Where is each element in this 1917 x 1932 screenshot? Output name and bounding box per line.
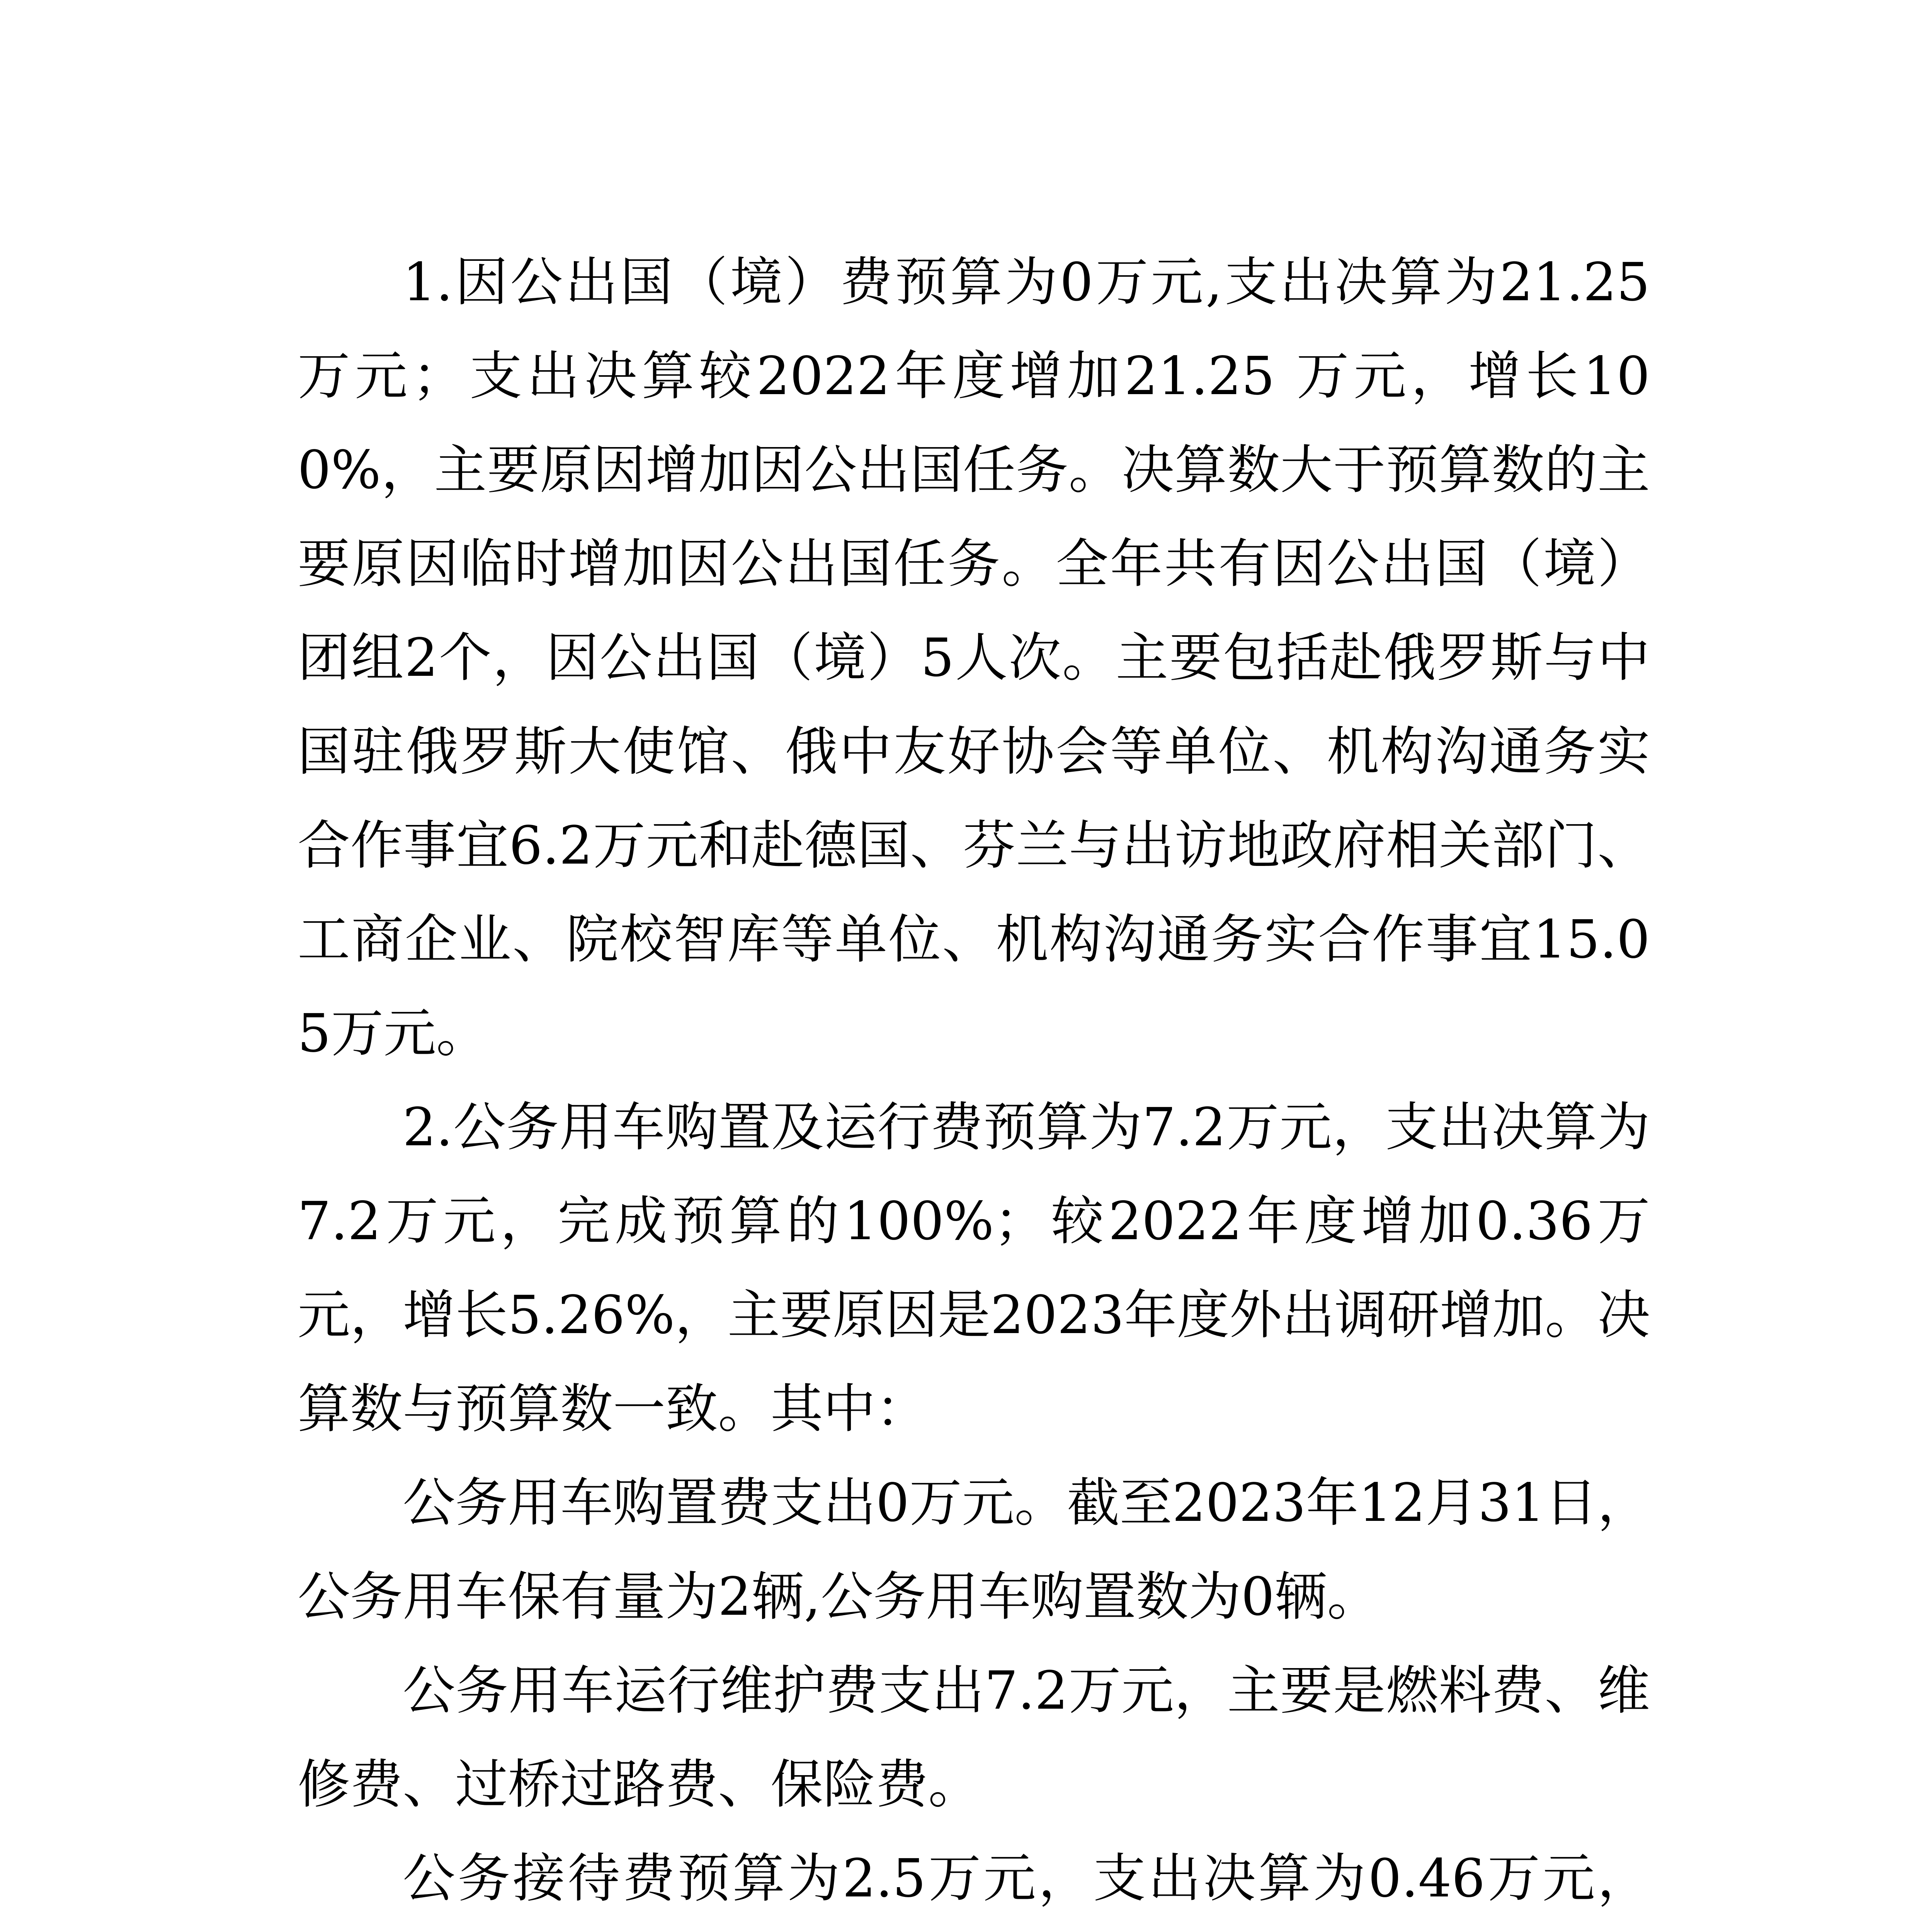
paragraph-official-reception: 公务接待费预算为2.5万元，支出决算为0.46万元， [403,1848,1650,1909]
paragraph-vehicle-purchase: 公务用车购置费支出0万元。截至2023年12月31日，公务用车保有量为2辆,公务用车购置数为0辆。 [298,1473,1650,1628]
paragraph-official-vehicles: 2.公务用车购置及运行费预算为7.2万元，支出决算为7.2万元，完成预算的100%；较2022年度增加0.36万元，增长5.26%，主要原因是2023年度外出调研增加。决算数与预算数一致。其中： [298,1097,1650,1440]
paragraph-overseas-travel: 1.因公出国（境）费预算为0万元,支出决算为21.25万元；支出决算较2022年度增加21.25 万元，增长100%，主要原因增加因公出国任务。决算数大于预算数的主要原因临时增加因公出国任务。全年共有因公出国（境）团组2个，因公出国（境）5人次。主要包括赴俄罗斯与中国驻俄罗斯大使馆、俄中友好协会等单位、机构沟通务实合作事宜6.2万元和赴德国、芬兰与出访地政府相关部门、工商企业、院校智库等单位、机构沟通务实合作事宜15.05万元。 [298,252,1650,1064]
body-text [298,236,1650,1932]
paragraph-vehicle-maintenance: 公务用车运行维护费支出7.2万元，主要是燃料费、维修费、过桥过路费、保险费。 [298,1660,1650,1815]
